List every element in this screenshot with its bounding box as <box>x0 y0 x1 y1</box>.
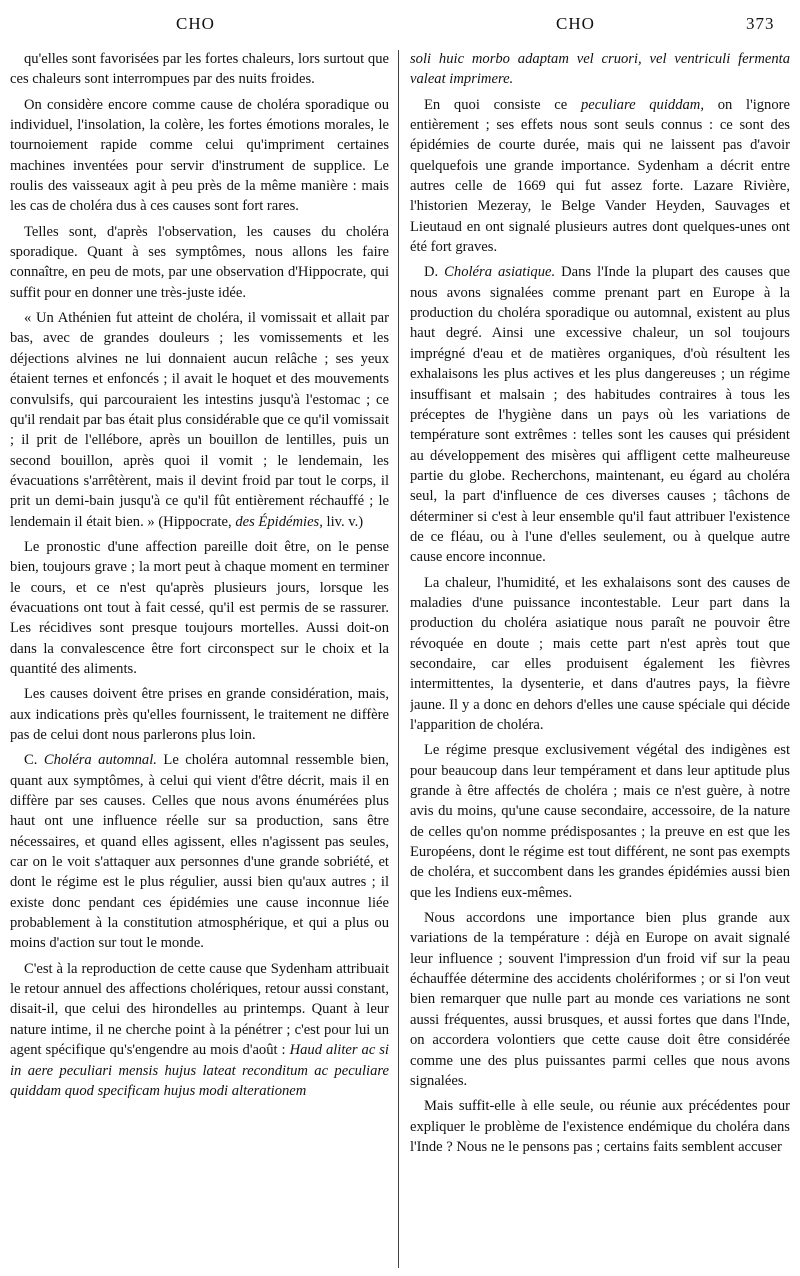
paragraph <box>10 684 389 745</box>
paragraph-text: C. <box>24 752 38 769</box>
paragraph <box>410 95 790 258</box>
header-right-title: CHO <box>556 14 595 33</box>
paragraph <box>10 95 389 217</box>
paragraph-text: Le régime presque exclusivement végétal des indigènes est pour beaucoup dans leur tempérament et dans leur aptitude plus grande à être affectés de choléra ; mais ce n'est guère, à notre avis du moins, qu'une cause secondaire, accessoire, de la nature de celles qu'on nomme prédisposantes ; la preuve en est que les Européens, dont le régime est tout différent, ne sont pas exempts de choléra, et succombent dans les grandes épidémies aussi bien que les Indiens eux-mêmes. <box>410 742 790 901</box>
paragraph-text: D. <box>424 264 439 281</box>
paragraph-text: liv. v.) <box>326 513 364 530</box>
italic-text: Choléra automnal. <box>43 752 157 769</box>
right-column <box>410 49 790 1271</box>
italic-text: Haud aliter ac si in aere peculiari mensis hujus lateat reconditum ac peculiare quiddam quod specificam hujus modi alterationem <box>10 1042 389 1099</box>
paragraph-text: La chaleur, l'humidité, et les exhalaisons sont des causes de maladies d'une puissance incontestable. Leur part dans la production du choléra asiatique nous paraît ne pouvoir être révoquée en doute ; mais cette part n'est après tout que secondaire, car elles produisent également les fièvres intermittentes, la dysenterie, et dans d'autres pays, la fièvre jaune. Il y a donc en dehors d'elles une cause spéciale qui décide l'apparition de choléra. <box>410 574 790 733</box>
paragraph-text: Le choléra automnal ressemble bien, quant aux symptômes, à celui qui vient d'être décrit, mais il en diffère par ses causes. Celles que nous avons énumérées plus haut ont une influence réelle sur sa production, sans être nécessaires, et quand elles agissent, elles n'agissent pas seules, car on le voit s'attaquer aux personnes d'une grande sobriété, et dont le régime est le plus régulier, aussi bien qu'aux autres ; il existe donc pendant ces épidémies une cause inconnue liée probablement à la constitution atmosphérique, et qui a plus ou moins d'action sur tout le monde. <box>10 752 389 952</box>
paragraph-text: Nous accordons une importance bien plus grande aux variations de la température : déjà en Europe on avait signalé leur influence ; souvent l'impression d'un froid vif sur la peau échauffée détermine des accidents cholériformes ; or si l'on veut bien remarquer que nulle part au monde ces variations ne sont aussi fréquentes, aussi brusques, et aussi fortes que dans l'Inde, on accordera volontiers que cette cause doit être considérée comme une des plus puissantes parmi celles que nous avons signalées. <box>410 910 790 1089</box>
paragraph-text: « Un Athénien fut atteint de choléra, il vomissait et allait par bas, avec de grandes douleurs ; les vomissements et les déjections alvines ne lui donnaient aucun relâche ; ses yeux étaient ternes et enfoncés ; il avait le hoquet et des mouvements convulsifs, qui parcouraient les intestins jusqu'à l'estomac ; ce qu'il rendait par bas était plus considérable que ce qu'il vomissait ; il prit de l'ellébore, après un bouillon de lentilles, puis un second bouillon, après quoi il vomit ; le lendemain, les évacuations s'arrêtèrent, mais il devint froid par tout le corps, il prit un demi-bain jusqu'à ce qu'il fût entièrement réchauffé ; le lendemain il était bien. » (Hippocrate, <box>10 310 389 530</box>
italic-text: peculiare quiddam, <box>580 96 704 113</box>
paragraph <box>410 908 790 1091</box>
paragraph <box>410 1096 790 1157</box>
paragraph-text: qu'elles sont favorisées par les fortes chaleurs, lors surtout que ces chaleurs sont interrompues par des nuits froides. <box>10 51 389 88</box>
paragraph <box>10 222 389 303</box>
paragraph-text: Le pronostic d'une affection pareille doit être, on le pense bien, toujours grave ; la mort peut à chaque moment en terminer le cours, et ce n'est qu'après plusieurs jours, lorsque les évacuations ont tout à fait cessé, qu'il est permis de se rassurer. Les récidives sont presque toujours mortelles. Aussi doit-on dans la convalescence être fort circonspect sur le choix et la quantité des aliments. <box>10 538 389 677</box>
paragraph <box>410 262 790 567</box>
paragraph-text: On considère encore comme cause de choléra sporadique ou individuel, l'insolation, la colère, les fortes émotions morales, le tournoiement rapide comme celui qu'impriment certaines machines inventées pour servir d'instrument de supplice. Le roulis des vaisseaux agit à peu près de la même manière : mais les cas de choléra dus à ces causes sont fort rares. <box>10 96 389 215</box>
paragraph <box>10 750 389 953</box>
column-divider <box>398 50 399 1268</box>
paragraph-text: Dans l'Inde la plupart des causes que nous avons signalées comme prenant part en Europe à la production du choléra sporadique ou automnal, existent au plus haut degré. Ainsi une excessive chaleur, un sol toujours imprégné d'eau et de matières organiques, d'où résultent les exhalaisons les plus actives et les plus dangereuses ; un régime insuffisant et malsain ; des habitudes contraires à tous les préceptes de l'hygiène dans un pays où les variations de température sont extrêmes : telles sont les causes qui président au développement des misères qui affligent cette malheureuse partie du globe. Recherchons, maintenant, eu égard au choléra seul, la part d'influence de ces diverses causes ; tâchons de déterminer si c'est à leur ensemble qu'il faut attribuer l'existence de ce fléau, ou à l'une d'elles seulement, ou à quelque autre cause encore inconnue. <box>410 264 790 566</box>
paragraph-text: on l'ignore entièrement ; ses effets nous sont seuls connus : ce sont des épidémies de courte durée, mais qui ne laissent pas d'avoir quelquefois une grande importance. Sydenham a décrit entre autres celle de 1669 qui fut assez forte. Lazare Rivière, l'historien Mezeray, le Belge Vander Heyden, Sauvages et Lieutaud en ont signalé plusieurs autres dont quelques-unes ont été fort graves. <box>410 96 790 256</box>
paragraph <box>10 537 389 679</box>
italic-text: des Épidémies, <box>235 513 323 530</box>
paragraph <box>410 573 790 736</box>
header-left-title: CHO <box>176 14 215 33</box>
paragraph-text: En quoi consiste ce <box>424 96 568 113</box>
paragraph <box>10 308 389 532</box>
paragraph <box>10 49 389 90</box>
paragraph-text: Les causes doivent être prises en grande considération, mais, aux indications près qu'elles fournissent, le traitement ne diffère pas de celui dont nous parlerons plus loin. <box>10 686 389 743</box>
paragraph <box>10 959 389 1101</box>
paragraph <box>410 49 790 90</box>
paragraph-text: Telles sont, d'après l'observation, les causes du choléra sporadique. Quant à ses symptômes, nous allons les faire connaître, en peu de mots, par une observation d'Hippocrate, qui suffit pour en donner une très-juste idée. <box>10 223 389 301</box>
italic-text: soli huic morbo adaptam vel cruori, vel ventriculi fermenta valeat imprimere. <box>410 51 790 88</box>
page-number: 373 <box>746 14 775 33</box>
paragraph <box>410 740 790 903</box>
italic-text: Choléra asiatique. <box>444 264 556 281</box>
paragraph-text: C'est à la reproduction de cette cause que Sydenham attribuait le retour annuel des affections cholériques, retour aussi constant, disait-il, que celui des hirondelles au printemps. Quant à leur nature intime, il ne cherche point à la pénétrer ; c'est pour lui un agent spécifique qu's'engendre au mois d'août : <box>10 960 389 1059</box>
paragraph-text: Mais suffit-elle à elle seule, ou réunie aux précédentes pour expliquer le problème de l'existence endémique du choléra dans l'Inde ? Nous ne le pensons pas ; certains faits semblent accuser <box>410 1098 790 1155</box>
running-header <box>0 14 800 44</box>
left-column <box>10 49 389 1271</box>
